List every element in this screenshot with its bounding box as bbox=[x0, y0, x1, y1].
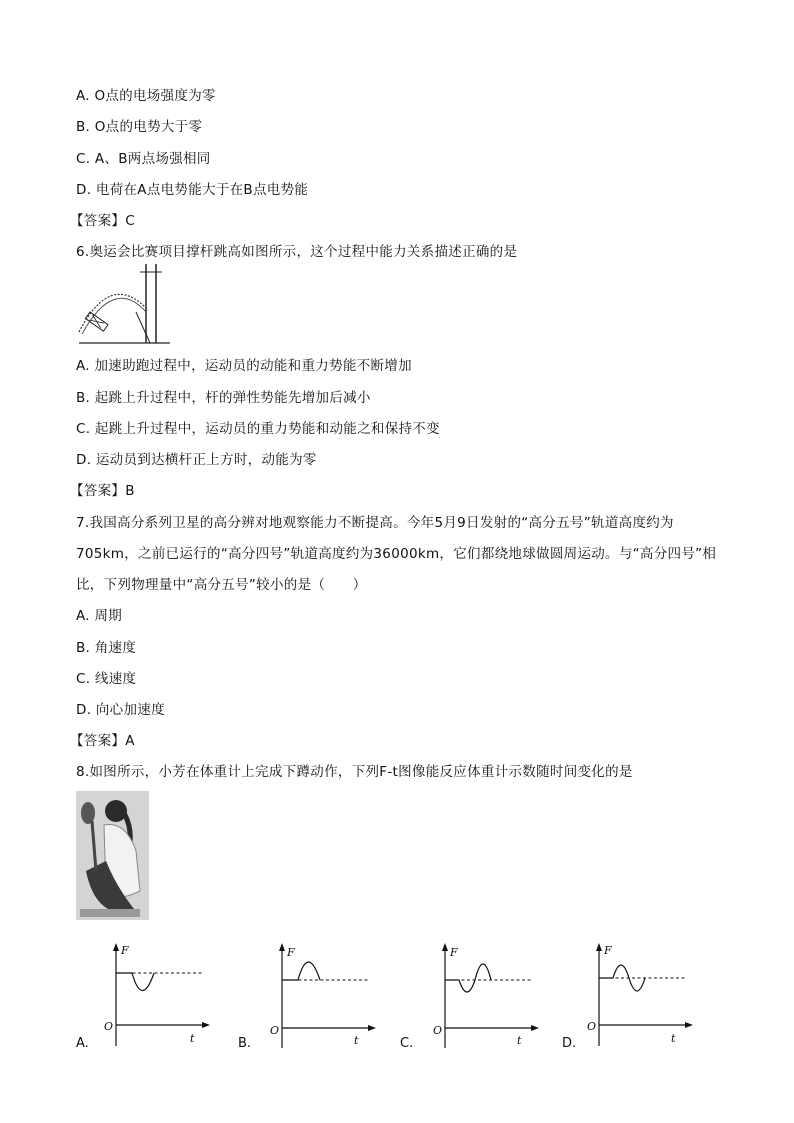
q5-option-d: D. 电荷在A点电势能大于在B点电势能 bbox=[76, 182, 309, 198]
graph-c-label: C. bbox=[400, 1036, 414, 1051]
graph-a-origin: O bbox=[104, 1020, 114, 1033]
q7-option-b: B. 角速度 bbox=[76, 640, 137, 656]
graph-a-label: A. bbox=[76, 1036, 89, 1051]
graph-a bbox=[102, 942, 252, 1054]
graph-b bbox=[268, 942, 418, 1054]
q6-option-a: A. 加速助跑过程中，运动员的动能和重力势能不断增加 bbox=[76, 358, 412, 374]
graph-a-x-label: t bbox=[190, 1032, 195, 1045]
graph-d-x-label: t bbox=[671, 1032, 676, 1045]
graph-c-y-label: F bbox=[450, 946, 458, 959]
q7-stem-line-3: 比，下列物理量中“高分五号”较小的是（ ） bbox=[76, 577, 367, 593]
graph-c-x-label: t bbox=[517, 1034, 522, 1047]
graph-d-origin: O bbox=[587, 1020, 597, 1033]
graph-b-label: B. bbox=[238, 1036, 252, 1051]
q6-stem: 6.奥运会比赛项目撑杆跳高如图所示，这个过程中能力关系描述正确的是 bbox=[76, 244, 518, 260]
q7-option-d: D. 向心加速度 bbox=[76, 702, 165, 718]
q7-stem-line-2: 705km，之前已运行的“高分四号”轨道高度约为36000km，它们都绕地球做圆周运动。与“高分四号”相 bbox=[76, 546, 717, 562]
q7-answer: 【答案】A bbox=[70, 733, 135, 749]
q8-stem: 8.如图所示，小芳在体重计上完成下蹲动作，下列F-t图像能反应体重计示数随时间变化的是 bbox=[76, 764, 633, 780]
q5-answer: 【答案】C bbox=[70, 213, 135, 229]
graph-a-y-label: F bbox=[121, 944, 129, 957]
q6-option-c: C. 起跳上升过程中，运动员的重力势能和动能之和保持不变 bbox=[76, 421, 440, 437]
graph-c-origin: O bbox=[433, 1024, 443, 1037]
q7-option-a: A. 周期 bbox=[76, 608, 123, 624]
graph-b-x-label: t bbox=[354, 1034, 359, 1047]
graph-d-y-label: F bbox=[604, 944, 612, 957]
q5-option-b: B. O点的电势大于零 bbox=[76, 119, 203, 135]
q6-option-b: B. 起跳上升过程中，杆的弹性势能先增加后减小 bbox=[76, 390, 371, 406]
q5-option-c: C. A、B两点场强相同 bbox=[76, 151, 211, 167]
squat-photo bbox=[76, 791, 149, 920]
graph-c bbox=[431, 942, 581, 1054]
graph-b-origin: O bbox=[270, 1024, 280, 1037]
q6-option-d: D. 运动员到达横杆正上方时，动能为零 bbox=[76, 452, 317, 468]
q5-option-a: A. O点的电场强度为零 bbox=[76, 88, 216, 104]
graph-d bbox=[585, 942, 735, 1054]
graph-b-y-label: F bbox=[287, 946, 295, 959]
q6-answer: 【答案】B bbox=[70, 483, 135, 499]
q7-stem-line-1: 7.我国高分系列卫星的高分辨对地观察能力不断提高。今年5月9日发射的“高分五号”轨道高度约为 bbox=[76, 515, 674, 531]
graph-d-label: D. bbox=[562, 1036, 577, 1051]
pole-vault-figure bbox=[76, 262, 171, 346]
q7-option-c: C. 线速度 bbox=[76, 671, 137, 687]
